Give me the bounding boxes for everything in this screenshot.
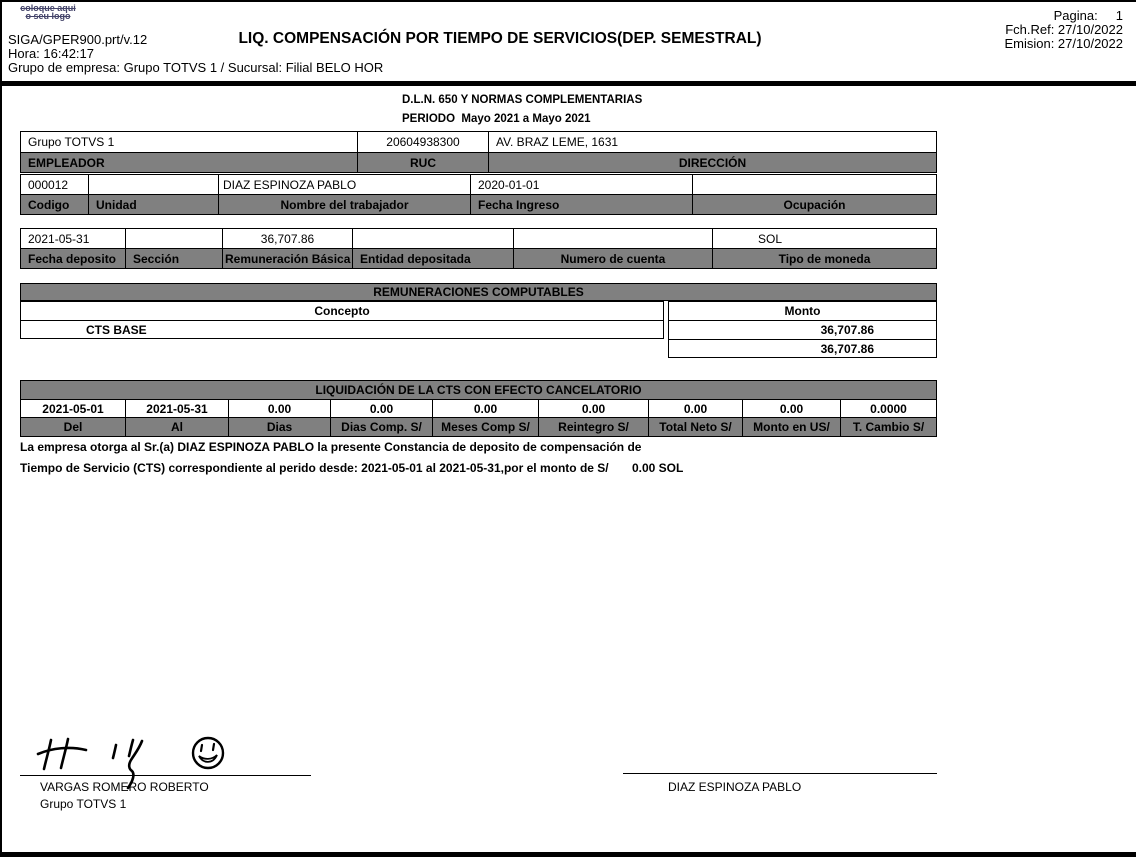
- liquidacion-values-row: [21, 399, 936, 417]
- liq-tipo-cambio-header-cell: T. Cambio S/: [852, 420, 925, 434]
- liq-meses-comp-value-cell: 0.00: [433, 400, 539, 417]
- page-top-border: [0, 0, 1136, 2]
- ocupacion-value-cell: [693, 175, 936, 194]
- header-right-block: [1004, 9, 1123, 51]
- nombre-header-cell: Nombre del trabajador: [219, 195, 471, 214]
- monto-box: [668, 301, 937, 358]
- liq-total-neto-header-cell: Total Neto S/: [649, 418, 743, 436]
- legal-norm-line: D.L.N. 650 Y NORMAS COMPLEMENTARIAS: [402, 94, 643, 106]
- page-bottom-border: [0, 852, 1136, 857]
- concepto-header-cell: Concepto: [314, 304, 370, 318]
- signature-stroke-horizontal: [38, 748, 86, 754]
- unidad-value-cell: [89, 175, 219, 194]
- liq-reintegro-value-cell: 0.00: [539, 400, 649, 417]
- deposit-headers-row: [21, 248, 936, 268]
- ruc-header-cell: RUC: [358, 153, 489, 172]
- signer-company-left: Grupo TOTVS 1: [40, 797, 127, 811]
- seccion-value-cell: [126, 229, 223, 248]
- fecha-ingreso-header-cell: Fecha Ingreso: [471, 195, 693, 214]
- codigo-header-cell: Codigo: [21, 195, 89, 214]
- monto-total-row: [669, 339, 936, 357]
- page-left-border: [0, 0, 2, 857]
- right-signature-line: [623, 773, 937, 774]
- numero-cuenta-header-cell: Numero de cuenta: [514, 249, 713, 268]
- smiley-face-icon: [193, 738, 223, 768]
- liq-dias-value-cell: 0.00: [229, 400, 331, 417]
- fecha-deposito-value-cell: 2021-05-31: [21, 229, 126, 248]
- nombre-value-cell: DIAZ ESPINOZA PABLO: [219, 175, 471, 194]
- entidad-depositada-header-cell: Entidad depositada: [353, 249, 514, 268]
- signature-stroke-one: [129, 740, 133, 756]
- logo-text-line-2: o seu logo: [25, 11, 71, 21]
- page-number: Pagina: 1: [1053, 8, 1123, 23]
- liq-al-header-cell: Al: [126, 418, 229, 436]
- emission-date: Emision: 27/10/2022: [1004, 36, 1123, 51]
- report-title: LIQ. COMPENSACIÓN POR TIEMPO DE SERVICIOS(DEP. SEMESTRAL): [238, 30, 762, 47]
- remuneracion-basica-value-cell: 36,707.86: [223, 229, 353, 248]
- ocupacion-header-cell: Ocupación: [783, 197, 846, 212]
- liq-dias-comp-header-cell: Dias Comp. S/: [331, 418, 433, 436]
- fecha-deposito-header-cell: Fecha deposito: [21, 249, 126, 268]
- smiley-mouth: [199, 755, 217, 762]
- employee-table: [20, 174, 937, 215]
- ruc-value-cell: 20604938300: [358, 132, 489, 152]
- signature-stroke-tick: [113, 745, 116, 758]
- seccion-header-cell: Sección: [126, 249, 223, 268]
- monto-value-row: [669, 320, 936, 339]
- employee-headers-row: [21, 194, 936, 214]
- signer-name-right: DIAZ ESPINOZA PABLO: [668, 780, 802, 794]
- liq-dias-header-cell: Dias: [229, 418, 331, 436]
- logo-text-line-1: coloque aqui: [20, 3, 76, 13]
- smiley-left-eye: [201, 745, 202, 751]
- tipo-moneda-value-cell: SOL: [758, 231, 783, 246]
- liq-al-value-cell: 2021-05-31: [126, 400, 229, 417]
- liq-meses-comp-header-cell: Meses Comp S/: [433, 418, 539, 436]
- liq-monto-us-value-cell: 0.00: [743, 400, 841, 417]
- left-signature-line: [20, 775, 311, 776]
- liquidacion-title-band: LIQUIDACIÓN DE LA CTS CON EFECTO CANCELATORIO: [315, 383, 642, 397]
- deposit-table: [20, 228, 937, 269]
- signer-name-left: VARGAS ROMERO ROBERTO: [40, 780, 209, 794]
- signature-stroke-diag-1: [44, 740, 51, 769]
- employer-header-cell: EMPLEADOR: [21, 153, 358, 172]
- signature-stroke-diag-2: [61, 739, 68, 768]
- tipo-moneda-header-cell: Tipo de moneda: [778, 251, 871, 266]
- monto-total-cell: 36,707.86: [820, 341, 874, 356]
- liq-monto-us-header-cell: Monto en US/: [743, 418, 841, 436]
- deposit-values-row: [21, 229, 936, 248]
- concepto-header-row: [21, 302, 663, 320]
- monto-header-cell: Monto: [784, 304, 821, 318]
- monto-value-cell: 36,707.86: [820, 323, 874, 337]
- header-divider-rule: [0, 81, 1136, 86]
- liq-del-value-cell: 2021-05-01: [21, 400, 126, 417]
- reference-date: Fch.Ref: 27/10/2022: [1005, 22, 1123, 37]
- employee-values-row: [21, 175, 936, 194]
- employer-values-row: [21, 132, 936, 152]
- liquidacion-table: [20, 380, 937, 437]
- program-id: SIGA/GPER900.prt/v.12: [8, 32, 148, 47]
- liquidacion-title-row: [21, 381, 936, 399]
- fecha-ingreso-value-cell: 2020-01-01: [471, 175, 693, 194]
- constancia-paragraph-line-1: La empresa otorga al Sr.(a) DIAZ ESPINOZA PABLO la presente Constancia de deposito de compensación de: [20, 440, 642, 454]
- smiley-right-eye: [213, 744, 214, 750]
- logo-placeholder: [8, 4, 88, 20]
- remuneracion-basica-header-cell: Remuneración Básica: [223, 249, 353, 268]
- monto-header-row: [669, 302, 936, 320]
- concepto-box: [20, 301, 664, 339]
- unidad-header-cell: Unidad: [89, 195, 219, 214]
- constancia-paragraph-line-2: Tiempo de Servicio (CTS) correspondiente al perido desde: 2021-05-01 al 2021-05-31,por el monto de S/ 0.00 SOL: [20, 461, 684, 475]
- employer-headers-row: [21, 152, 936, 172]
- concepto-value-row: [21, 320, 663, 338]
- direccion-header-cell: DIRECCIÓN: [678, 155, 747, 170]
- concepto-value-cell: CTS BASE: [86, 322, 147, 337]
- liq-dias-comp-value-cell: 0.00: [331, 400, 433, 417]
- entidad-depositada-value-cell: [353, 229, 514, 248]
- remuneraciones-title-band: REMUNERACIONES COMPUTABLES: [20, 283, 937, 301]
- company-group-line: Grupo de empresa: Grupo TOTVS 1 / Sucursal: Filial BELO HOR: [8, 60, 384, 75]
- liq-total-neto-value-cell: 0.00: [649, 400, 743, 417]
- liq-tipo-cambio-value-cell: 0.0000: [870, 401, 907, 416]
- liquidacion-headers-row: [21, 417, 936, 436]
- employer-table: [20, 131, 937, 173]
- period-line: PERIODO Mayo 2021 a Mayo 2021: [402, 113, 591, 125]
- numero-cuenta-value-cell: [514, 229, 713, 248]
- codigo-value-cell: 000012: [21, 175, 89, 194]
- direccion-value-cell: AV. BRAZ LEME, 1631: [496, 135, 619, 149]
- employer-name-cell: Grupo TOTVS 1: [21, 132, 358, 152]
- report-time: Hora: 16:42:17: [8, 46, 95, 61]
- liq-del-header-cell: Del: [21, 418, 126, 436]
- liq-reintegro-header-cell: Reintegro S/: [539, 418, 649, 436]
